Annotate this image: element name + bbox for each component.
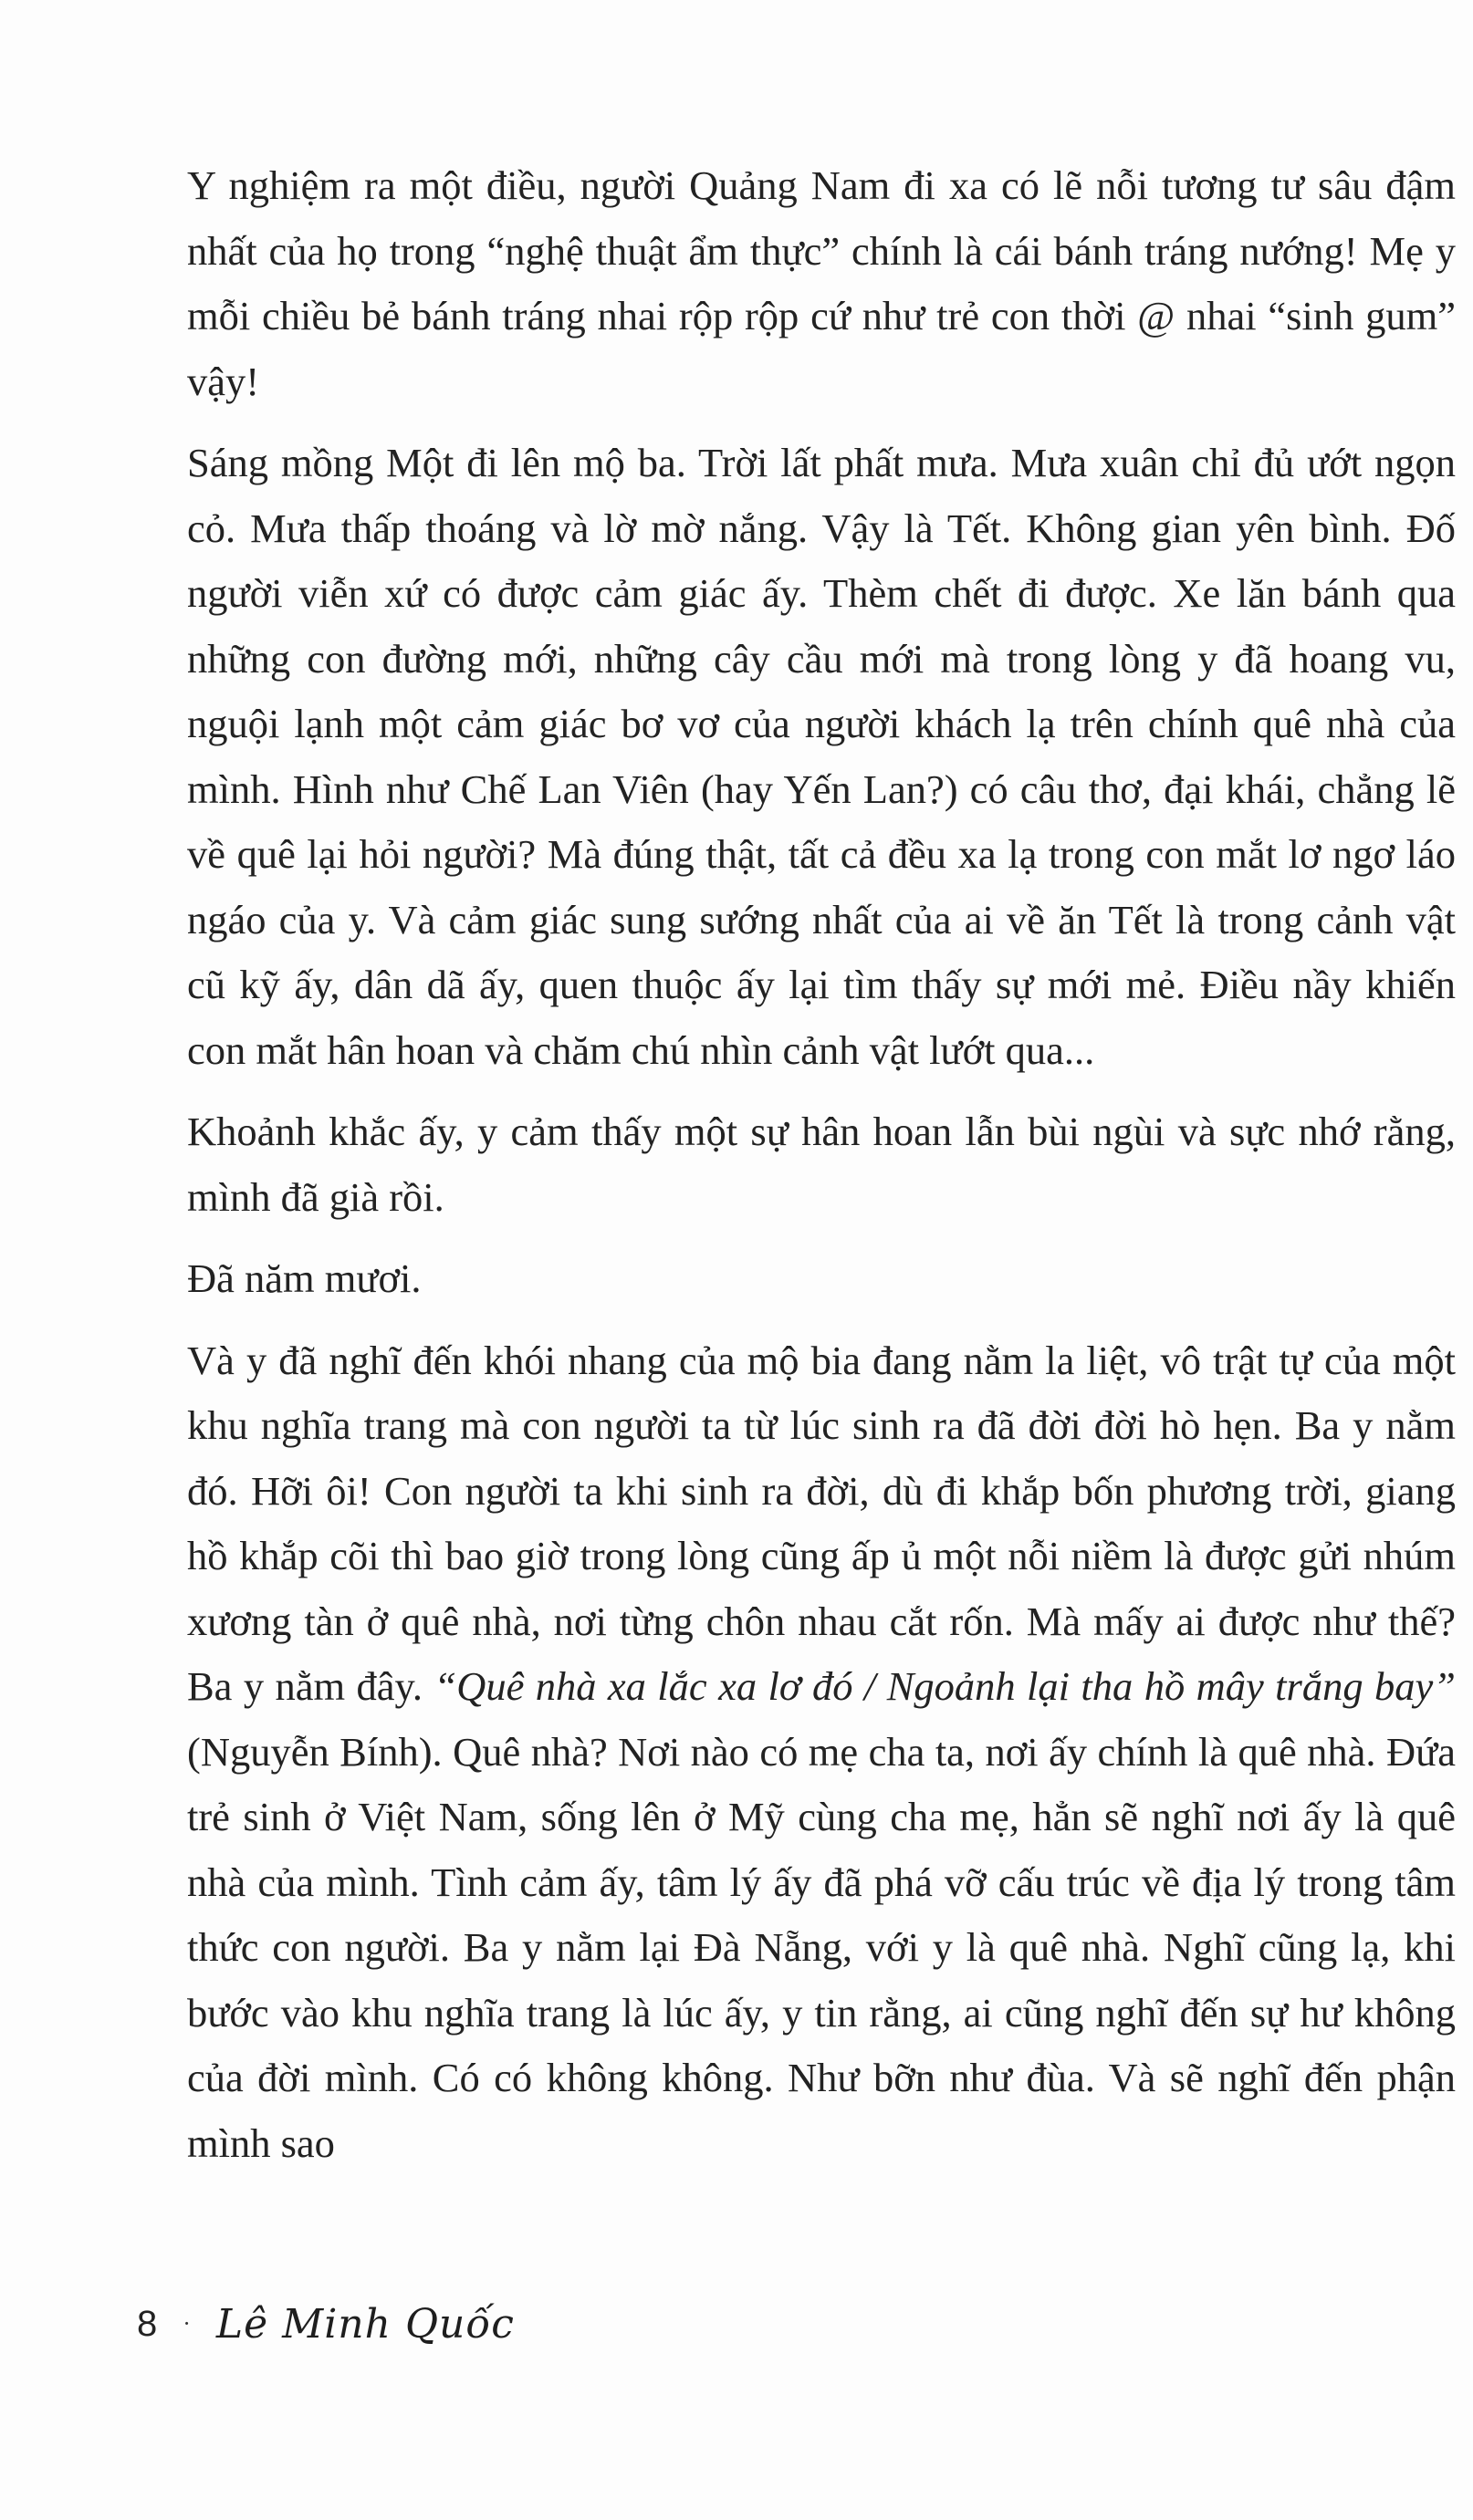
paragraph-text: Sáng mồng Một đi lên mộ ba. Trời lất phất mưa. Mưa xuân chỉ đủ ướt ngọn cỏ. Mưa thấp thoáng và lờ mờ nắng. Vậy là Tết. Không gian yên bình. Đố người viễn xứ có được cảm giác ấy. Thèm chết đi được. Xe lăn bánh qua những con đường mới, những cây cầu mới mà trong lòng y đã hoang vu, nguội lạnh một cảm giác bơ vơ của người khách lạ trên chính quê nhà của mình. Hình như Chế Lan Viên (hay Yến Lan?) có câu thơ, đại khái, chẳng lẽ về quê lại hỏi người? Mà đúng thật, tất cả đều xa lạ trong con mắt lơ ngơ láo ngáo của y. Và cảm giác sung sướng nhất của ai về ăn Tết là trong cảnh vật cũ kỹ ấy, dân dã ấy, quen thuộc ấy lại tìm thấy sự mới mẻ. Điều nầy khiến con mắt hân hoan và chăm chú nhìn cảnh vật lướt qua... (187, 440, 1456, 1073)
footer-separator: · (183, 2310, 191, 2337)
page-footer (137, 2292, 515, 2356)
paragraph (187, 1328, 1456, 2177)
paragraph (187, 153, 1456, 414)
paragraph (187, 1099, 1456, 1230)
paragraph (187, 1246, 1456, 1312)
paragraph-text: (Nguyễn Bính). Quê nhà? Nơi nào có mẹ cha ta, nơi ấy chính là quê nhà. Đứa trẻ sinh ở Việt Nam, sống lên ở Mỹ cùng cha mẹ, hẳn sẽ nghĩ nơi ấy là quê nhà của mình. Tình cảm ấy, tâm lý ấy đã phá vỡ cấu trúc về địa lý trong tâm thức con người. Ba y nằm lại Đà Nẵng, với y là quê nhà. Nghĩ cũng lạ, khi bước vào khu nghĩa trang là lúc ấy, y tin rằng, ai cũng nghĩ đến sự hư không của đời mình. Có có không không. Như bỡn như đùa. Và sẽ nghĩ đến phận mình sao (187, 1728, 1456, 2166)
body-text (187, 153, 1456, 2176)
paragraph-text: Khoảnh khắc ấy, y cảm thấy một sự hân hoan lẫn bùi ngùi và sực nhớ rằng, mình đã già rồi. (187, 1109, 1456, 1220)
paragraph-text: Và y đã nghĩ đến khói nhang của mộ bia đang nằm la liệt, vô trật tự của một khu nghĩa trang mà con người ta từ lúc sinh ra đã đời đời hò hẹn. Ba y nằm đó. Hỡi ôi! Con người ta khi sinh ra đời, dù đi khắp bốn phương trời, giang hồ khắp cõi thì bao giờ trong lòng cũng ấp ủ một nỗi niềm là được gửi nhúm xương tàn ở quê nhà, nơi từng chôn nhau cắt rốn. Mà mấy ai được như thế? Ba y nằm đây. (187, 1337, 1456, 1709)
paragraph (187, 431, 1456, 1083)
poem-quote: “Quê nhà xa lắc xa lơ đó / Ngoảnh lại tha hồ mây trắng bay” (434, 1663, 1456, 1709)
paragraph-text: Y nghiệm ra một điều, người Quảng Nam đi xa có lẽ nỗi tương tư sâu đậm nhất của họ trong “nghệ thuật ẩm thực” chính là cái bánh tráng nướng! Mẹ y mỗi chiều bẻ bánh tráng nhai rộp rộp cứ như trẻ con thời @ nhai “sinh gum” vậy! (187, 162, 1456, 404)
paragraph-text: Đã năm mươi. (187, 1255, 422, 1301)
author-signature: Lê Minh Quốc (215, 2300, 515, 2348)
page-number: 8 (137, 2303, 158, 2344)
